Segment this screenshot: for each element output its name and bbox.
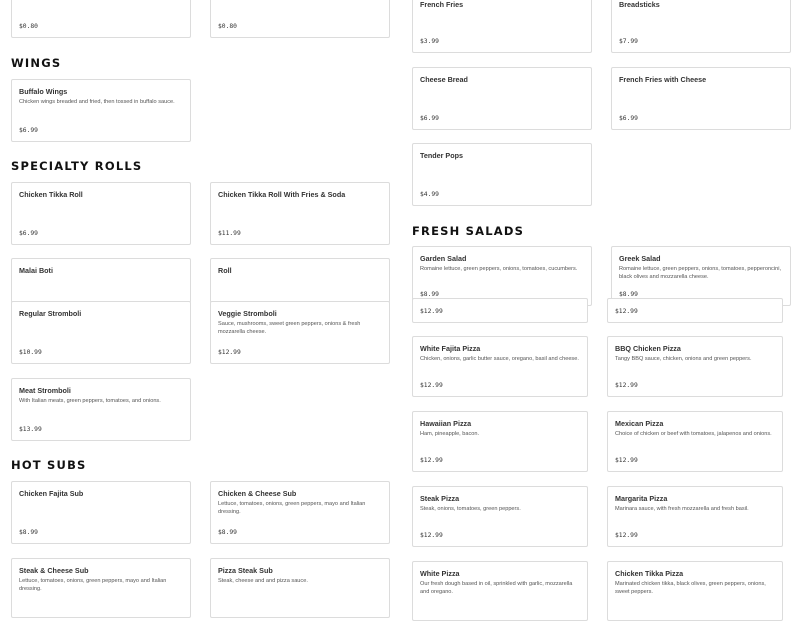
item-price: $13.99: [19, 426, 42, 433]
item-name: Tender Pops: [420, 151, 463, 160]
item-name: Breadsticks: [619, 0, 660, 9]
item-name: Greek Salad: [619, 254, 661, 263]
item-description: Lettuce, tomatoes, onions, green peppers, mayo and Italian dressing.: [19, 578, 167, 593]
item-description: Steak, onions, tomatoes, green peppers.: [420, 506, 521, 512]
item-price: $10.99: [19, 349, 42, 356]
item-price: $12.99: [420, 457, 443, 464]
menu-item-card[interactable]: [210, 558, 390, 618]
item-name: Malai Boti: [19, 266, 53, 275]
item-name: Chicken Tikka Roll: [19, 190, 83, 199]
menu-item-card[interactable]: [210, 182, 390, 245]
item-price: $11.99: [218, 230, 241, 237]
item-name: Regular Stromboli: [19, 309, 82, 318]
menu-item-card[interactable]: [412, 561, 588, 621]
menu-item-card[interactable]: [412, 0, 592, 53]
item-price: $3.99: [420, 38, 439, 45]
item-name: French Fries: [420, 0, 464, 9]
item-description: Romaine lettuce, green peppers, onions, tomatoes, cucumbers.: [420, 266, 578, 272]
item-name: Cheese Bread: [420, 75, 468, 84]
menu-item-card[interactable]: [607, 411, 783, 472]
item-description: Steak, cheese and and pizza sauce.: [218, 578, 308, 584]
section-heading-specialty-rolls: SPECIALTY ROLLS: [11, 159, 143, 173]
item-price: $12.99: [218, 349, 241, 356]
item-name: White Pizza: [420, 569, 460, 578]
item-name: Roll: [218, 266, 232, 275]
item-description: Sauce, mushrooms, sweet green peppers, onions & fresh mozzarella cheese.: [218, 321, 361, 336]
menu-item-card[interactable]: [412, 336, 588, 397]
menu-item-card[interactable]: [611, 0, 791, 53]
menu-item-card[interactable]: [412, 143, 592, 206]
item-name: Meat Stromboli: [19, 386, 71, 395]
item-price: $0.80: [218, 23, 237, 30]
item-name: Chicken Tikka Roll With Fries & Soda: [218, 190, 346, 199]
menu-item-card[interactable]: [607, 336, 783, 397]
menu-item-card[interactable]: [11, 301, 191, 364]
item-name: Garden Salad: [420, 254, 467, 263]
item-description: Tangy BBQ sauce, chicken, onions and green peppers.: [615, 356, 752, 362]
item-price: $12.99: [420, 532, 443, 539]
menu-item-card[interactable]: [11, 481, 191, 544]
item-name: Hawaiian Pizza: [420, 419, 472, 428]
menu-item-card[interactable]: [210, 0, 390, 38]
item-name: Pizza Steak Sub: [218, 566, 273, 575]
item-name: Margarita Pizza: [615, 494, 668, 503]
item-price: $12.99: [615, 308, 638, 315]
menu-item-card[interactable]: [210, 301, 390, 364]
item-name: BBQ Chicken Pizza: [615, 344, 681, 353]
item-description: Our fresh dough based in oil, sprinkled with garlic, mozzarella and oregano.: [420, 581, 573, 596]
item-name: White Fajita Pizza: [420, 344, 481, 353]
item-name: Steak & Cheese Sub: [19, 566, 89, 575]
item-price: $8.99: [19, 529, 38, 536]
item-description: Choice of chicken or beef with tomatoes, jalapenos and onions.: [615, 431, 772, 437]
menu-item-card[interactable]: [11, 558, 191, 618]
item-price: $8.99: [619, 291, 638, 298]
item-price: $6.99: [619, 115, 638, 122]
item-price: $12.99: [615, 457, 638, 464]
menu-item-card[interactable]: [11, 182, 191, 245]
menu-item-card[interactable]: [412, 486, 588, 547]
section-heading-fresh-salads: FRESH SALADS: [412, 224, 525, 238]
item-name: Steak Pizza: [420, 494, 460, 503]
menu-item-card[interactable]: [611, 67, 791, 130]
item-price: $6.99: [19, 127, 38, 134]
section-heading-hot-subs: HOT SUBS: [11, 458, 87, 472]
menu-item-card[interactable]: [412, 67, 592, 130]
menu-item-card[interactable]: [412, 246, 592, 306]
item-name: Buffalo Wings: [19, 87, 68, 96]
item-price: $8.99: [420, 291, 439, 298]
item-description: Ham, pineapple, bacon.: [420, 431, 480, 437]
item-name: French Fries with Cheese: [619, 75, 707, 84]
item-price: $6.99: [420, 115, 439, 122]
item-price: $7.99: [619, 38, 638, 45]
item-price: $4.99: [420, 191, 439, 198]
item-description: Romaine lettuce, green peppers, onions, tomatoes, pepperoncini, black olives and mozzarella cheese.: [619, 266, 782, 281]
item-name: Chicken Tikka Pizza: [615, 569, 684, 578]
menu-item-card[interactable]: [412, 298, 588, 323]
item-description: Chicken wings breaded and fried, then tossed in buffalo sauce.: [19, 99, 175, 105]
item-name: Veggie Stromboli: [218, 309, 277, 318]
item-name: Chicken Fajita Sub: [19, 489, 84, 498]
menu-item-card[interactable]: [607, 486, 783, 547]
menu-item-card[interactable]: [210, 258, 390, 303]
menu-item-card[interactable]: [412, 411, 588, 472]
item-price: $6.99: [19, 230, 38, 237]
item-price: $0.80: [19, 23, 38, 30]
item-price: $12.99: [615, 532, 638, 539]
item-description: Lettuce, tomatoes, onions, green peppers, mayo and Italian dressing.: [218, 501, 366, 516]
menu-item-card[interactable]: [210, 481, 390, 544]
item-price: $12.99: [615, 382, 638, 389]
menu-item-card[interactable]: [611, 246, 791, 306]
item-description: With Italian meats, green peppers, tomatoes, and onions.: [19, 398, 161, 404]
menu-item-card[interactable]: [11, 0, 191, 38]
menu-item-card[interactable]: [11, 378, 191, 441]
menu-item-card[interactable]: [607, 561, 783, 621]
item-name: Mexican Pizza: [615, 419, 664, 428]
item-description: Marinated chicken tikka, black olives, green peppers, onions, sweet peppers.: [615, 581, 766, 596]
item-name: Chicken & Cheese Sub: [218, 489, 297, 498]
item-description: Chicken, onions, garlic butter sauce, oregano, basil and cheese.: [420, 356, 579, 362]
menu-item-card[interactable]: [11, 79, 191, 142]
item-price: $8.99: [218, 529, 237, 536]
menu-item-card[interactable]: [607, 298, 783, 323]
item-description: Marinara sauce, with fresh mozzarella and fresh basil.: [615, 506, 749, 512]
menu-item-card[interactable]: [11, 258, 191, 303]
item-price: $12.99: [420, 382, 443, 389]
section-heading-wings: WINGS: [11, 56, 62, 70]
item-price: $12.99: [420, 308, 443, 315]
